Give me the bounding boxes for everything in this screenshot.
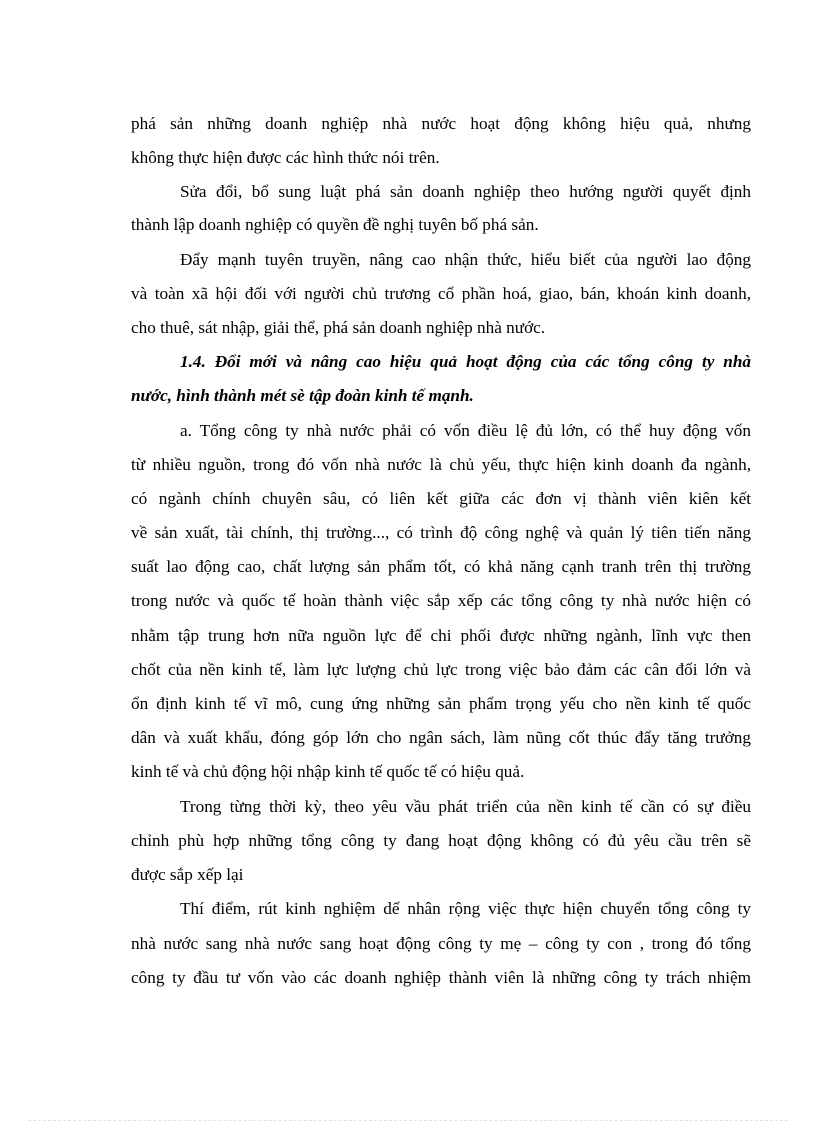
paragraph-2-line-1: Sửa đổi, bổ sung luật phá sản doanh nghiệp theo hướng người quyết định — [180, 182, 751, 201]
paragraph-6-line-1: Thí điểm, rút kinh nghiệm dể nhân rộng việc thực hiện chuyển tổng công ty — [180, 899, 751, 918]
paragraph-4-line-8: chốt của nền kinh tế, làm lực lượng chủ lực trong việc bảo đảm các cân đối lớn và — [131, 660, 751, 679]
paragraph-6-line-2: nhà nước sang nhà nước sang hoạt động công ty mẹ – công ty con , trong đó tổng — [131, 934, 751, 953]
paragraph-3-line-3: cho thuê, sát nhập, giải thể, phá sản doanh nghiệp nhà nước. — [131, 318, 546, 337]
page-bottom-rule — [28, 1120, 788, 1121]
paragraph-4-line-1: a. Tổng công ty nhà nước phải có vốn điều lệ đủ lớn, có thể huy động vốn — [180, 421, 751, 440]
paragraph-6-line-3: công ty đầu tư vốn vào các doanh nghiệp thành viên là những công ty trách nhiệm — [131, 968, 751, 987]
paragraph-4-line-3: có ngành chính chuyên sâu, có liên kết giữa các đơn vị thành viên kiên kết — [131, 489, 751, 508]
paragraph-1-line-1: phá sản những doanh nghiệp nhà nước hoạt động không hiệu quả, nhưng — [131, 114, 751, 133]
paragraph-5-line-1: Trong từng thời kỳ, theo yêu vầu phát triển của nền kinh tế cần có sự điều — [180, 797, 751, 816]
paragraph-4-line-9: ổn định kinh tế vĩ mô, cung ứng những sản phẩm trọng yếu cho nền kinh tế quốc — [131, 694, 751, 713]
paragraph-3-line-2: và toàn xã hội đối với người chủ trương cổ phần hoá, giao, bán, khoán kinh doanh, — [131, 284, 751, 303]
paragraph-4-line-7: nhằm tập trung hơn nữa nguồn lực để chi phối được những ngành, lĩnh vực then — [131, 626, 751, 645]
paragraph-2-line-2: thành lập doanh nghiệp có quyền đề nghị tuyên bố phá sản. — [131, 215, 539, 234]
paragraph-4-line-4: về sản xuất, tài chính, thị trường..., có trình độ công nghệ và quản lý tiên tiến năng — [131, 523, 751, 542]
paragraph-1-line-2: không thực hiện được các hình thức nói trên. — [131, 148, 440, 167]
paragraph-4-line-11: kinh tế và chủ động hội nhập kinh tế quốc tế có hiệu quả. — [131, 762, 525, 781]
paragraph-4-line-10: dân và xuất khẩu, đóng góp lớn cho ngân sách, làm nũng cốt thúc đẩy tăng trưởng — [131, 728, 751, 747]
paragraph-4-line-2: từ nhiều nguồn, trong đó vốn nhà nước là chủ yếu, thực hiện kinh doanh đa ngành, — [131, 455, 751, 474]
section-heading-line-2: nước, hình thành mét sè tập đoàn kinh tế mạnh. — [131, 386, 474, 405]
paragraph-3-line-1: Đẩy mạnh tuyên truyền, nâng cao nhận thức, hiểu biết của người lao động — [180, 250, 751, 269]
paragraph-4-line-5: suất lao động cao, chất lượng sản phẩm tốt, có khả năng cạnh tranh trên thị trường — [131, 557, 751, 576]
section-heading-line-1: 1.4. Đổi mới và nâng cao hiệu quả hoạt động của các tổng công ty nhà — [180, 352, 751, 371]
paragraph-4-line-6: trong nước và quốc tế hoàn thành việc sắp xếp các tổng công ty nhà nước hiện có — [131, 591, 751, 610]
paragraph-5-line-2: chỉnh phù hợp những tổng công ty đang hoạt động không có đủ yêu cầu trên sẽ — [131, 831, 751, 850]
paragraph-5-line-3: được sắp xếp lại — [131, 865, 244, 884]
